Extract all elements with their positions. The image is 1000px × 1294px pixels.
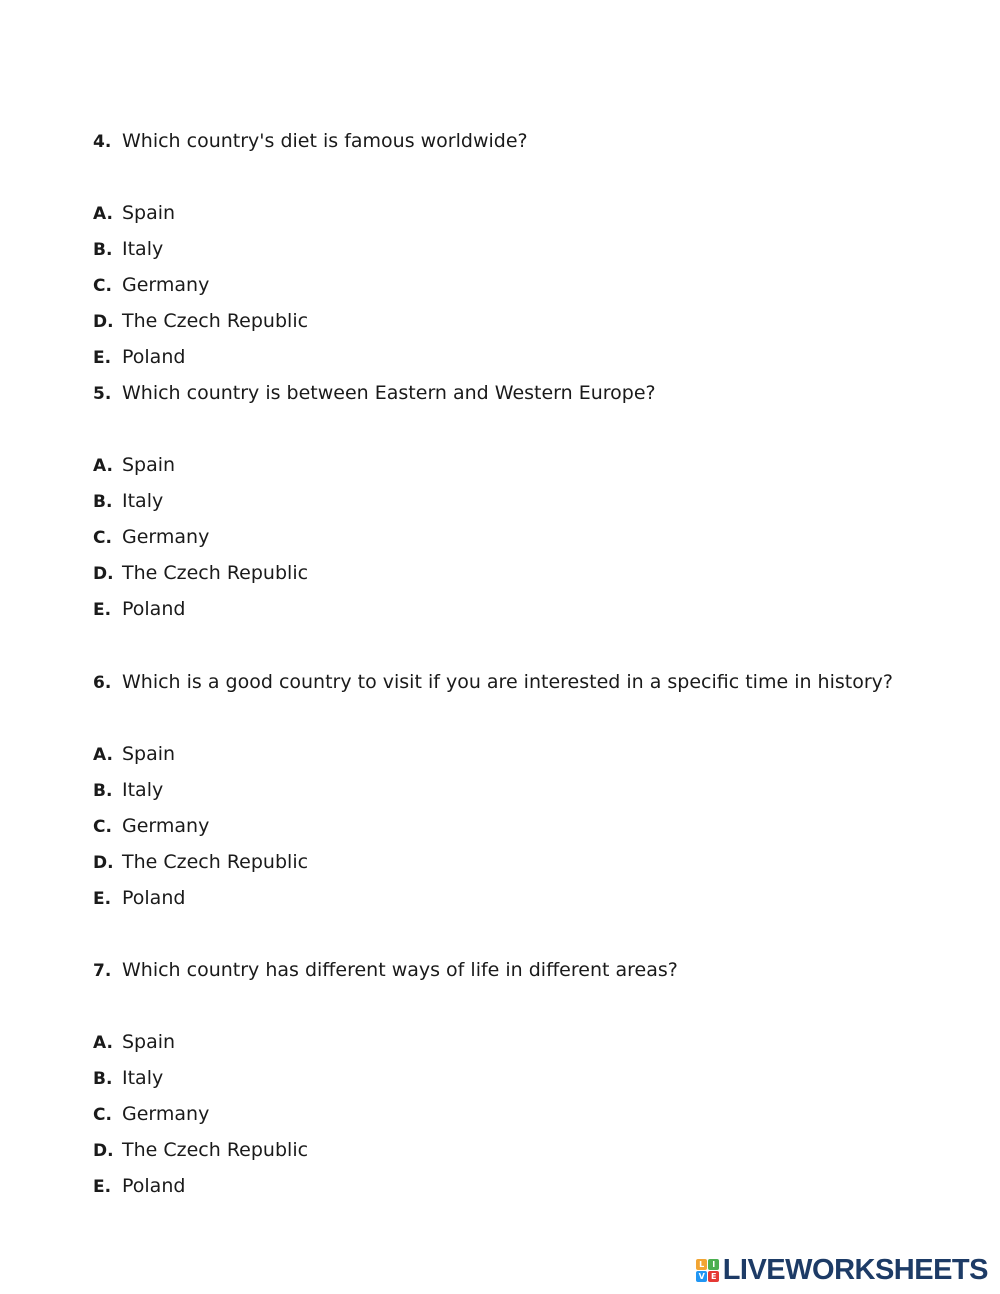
- option-letter: A.: [93, 1033, 113, 1053]
- option-letter: D.: [93, 312, 114, 332]
- option-letter: E.: [93, 600, 112, 620]
- option-b[interactable]: [93, 486, 163, 516]
- option-text: Poland: [122, 1175, 186, 1197]
- option-letter: B.: [93, 1069, 113, 1089]
- option-letter: D.: [93, 853, 114, 873]
- question-7-prompt: [93, 955, 678, 985]
- option-b[interactable]: [93, 1063, 163, 1093]
- option-letter: A.: [93, 745, 113, 765]
- option-d[interactable]: [93, 558, 308, 588]
- question-text: Which country has different ways of life in different areas?: [122, 959, 678, 981]
- option-text: Spain: [122, 202, 176, 224]
- option-letter: B.: [93, 240, 113, 260]
- option-text: The Czech Republic: [122, 310, 309, 332]
- question-5-prompt: [93, 378, 656, 408]
- question-text: Which country is between Eastern and Western Europe?: [122, 382, 656, 404]
- option-letter: A.: [93, 204, 113, 224]
- logo-mark-cell: E: [708, 1271, 719, 1282]
- option-text: Italy: [122, 490, 164, 512]
- option-letter: C.: [93, 817, 112, 837]
- question-6-prompt: [93, 667, 893, 697]
- option-a[interactable]: [93, 198, 175, 228]
- question-text: Which is a good country to visit if you are interested in a specific time in history?: [122, 671, 893, 693]
- option-text: Spain: [122, 1031, 176, 1053]
- option-text: Germany: [122, 815, 210, 837]
- option-c[interactable]: [93, 270, 209, 300]
- option-letter: C.: [93, 276, 112, 296]
- option-c[interactable]: [93, 522, 209, 552]
- logo-text: LIVEWORKSHEETS: [722, 1253, 988, 1286]
- option-letter: D.: [93, 564, 114, 584]
- option-letter: E.: [93, 889, 112, 909]
- logo-mark-cell: L: [696, 1259, 707, 1270]
- option-b[interactable]: [93, 775, 163, 805]
- question-text: Which country's diet is famous worldwide?: [122, 130, 528, 152]
- liveworksheets-logo-icon: [696, 1258, 720, 1282]
- option-a[interactable]: [93, 1027, 175, 1057]
- option-b[interactable]: [93, 234, 163, 264]
- liveworksheets-logo: [696, 1253, 988, 1287]
- option-text: Spain: [122, 743, 176, 765]
- option-a[interactable]: [93, 450, 175, 480]
- option-a[interactable]: [93, 739, 175, 769]
- option-letter: B.: [93, 492, 113, 512]
- question-number: 4.: [93, 132, 112, 152]
- option-d[interactable]: [93, 1135, 308, 1165]
- option-e[interactable]: [93, 1171, 185, 1201]
- option-text: Poland: [122, 346, 186, 368]
- logo-mark-cell: V: [696, 1271, 707, 1282]
- question-number: 5.: [93, 384, 112, 404]
- question-number: 6.: [93, 673, 112, 693]
- option-e[interactable]: [93, 883, 185, 913]
- option-d[interactable]: [93, 306, 308, 336]
- option-text: Germany: [122, 526, 210, 548]
- option-letter: D.: [93, 1141, 114, 1161]
- option-letter: E.: [93, 348, 112, 368]
- option-text: The Czech Republic: [122, 562, 309, 584]
- option-text: Italy: [122, 238, 164, 260]
- option-text: Italy: [122, 1067, 164, 1089]
- question-number: 7.: [93, 961, 112, 981]
- option-text: Germany: [122, 1103, 210, 1125]
- option-letter: C.: [93, 1105, 112, 1125]
- option-letter: E.: [93, 1177, 112, 1197]
- logo-mark-cell: I: [708, 1259, 719, 1270]
- option-text: Poland: [122, 887, 186, 909]
- option-text: Germany: [122, 274, 210, 296]
- option-text: The Czech Republic: [122, 851, 309, 873]
- option-text: Italy: [122, 779, 164, 801]
- option-e[interactable]: [93, 342, 185, 372]
- option-letter: A.: [93, 456, 113, 476]
- option-letter: B.: [93, 781, 113, 801]
- option-text: The Czech Republic: [122, 1139, 309, 1161]
- option-e[interactable]: [93, 594, 185, 624]
- option-c[interactable]: [93, 1099, 209, 1129]
- question-4-prompt: [93, 126, 528, 156]
- option-text: Poland: [122, 598, 186, 620]
- option-letter: C.: [93, 528, 112, 548]
- option-text: Spain: [122, 454, 176, 476]
- option-c[interactable]: [93, 811, 209, 841]
- option-d[interactable]: [93, 847, 308, 877]
